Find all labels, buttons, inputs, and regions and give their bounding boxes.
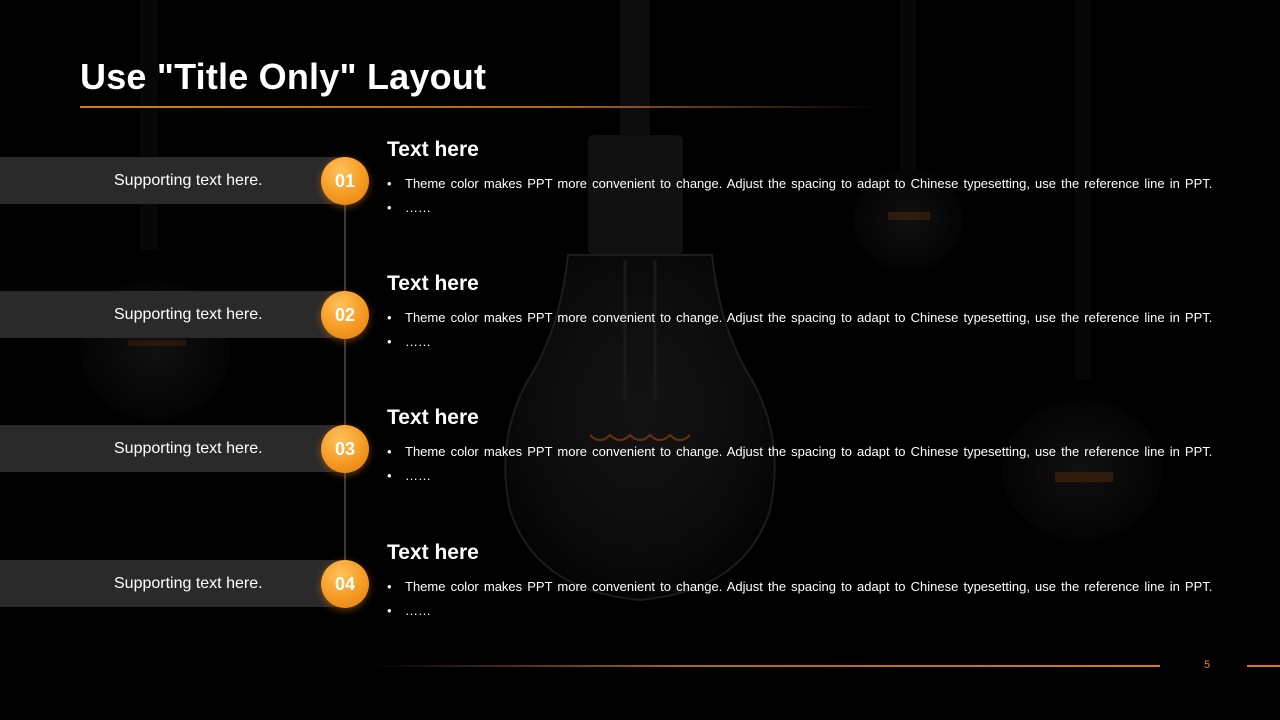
block-heading-4: Text here (387, 541, 479, 564)
bullet-list-4 (387, 575, 1247, 623)
supporting-text-3: Supporting text here. (114, 440, 263, 457)
bullet-item: • …… (387, 330, 1247, 354)
text-block-1 (387, 138, 1247, 220)
bullet-item: • …… (387, 196, 1247, 220)
supporting-text-1: Supporting text here. (114, 172, 263, 189)
number-badge-2: 02 (321, 291, 369, 339)
bullet-item: • Theme color makes PPT more convenient to change. Adjust the spacing to adapt to Chinese typesetting, use the reference line in PPT. (387, 306, 1247, 330)
bullet-item: • Theme color makes PPT more convenient to change. Adjust the spacing to adapt to Chinese typesetting, use the reference line in PPT. (387, 440, 1247, 464)
block-heading-3: Text here (387, 406, 479, 429)
number-badge-3: 03 (321, 425, 369, 473)
title-underline (80, 106, 880, 108)
slide-title: Use "Title Only" Layout (80, 56, 487, 97)
bullet-item: • …… (387, 464, 1247, 488)
footer-rule-end (1247, 665, 1280, 667)
block-heading-1: Text here (387, 138, 479, 161)
block-heading-2: Text here (387, 272, 479, 295)
bullet-list-2 (387, 306, 1247, 354)
text-block-3 (387, 406, 1247, 488)
page-number: 5 (1203, 659, 1211, 671)
timeline-connector (344, 180, 346, 583)
supporting-band-4 (0, 560, 345, 607)
footer-rule (370, 665, 1160, 667)
supporting-band-3 (0, 425, 345, 472)
bullet-item: • Theme color makes PPT more convenient to change. Adjust the spacing to adapt to Chinese typesetting, use the reference line in PPT. (387, 172, 1247, 196)
supporting-text-2: Supporting text here. (114, 306, 263, 323)
number-badge-4: 04 (321, 560, 369, 608)
bullet-item: • …… (387, 599, 1247, 623)
bullet-list-3 (387, 440, 1247, 488)
bullet-list-1 (387, 172, 1247, 220)
number-badge-1: 01 (321, 157, 369, 205)
supporting-band-1 (0, 157, 345, 204)
bullet-item: • Theme color makes PPT more convenient to change. Adjust the spacing to adapt to Chinese typesetting, use the reference line in PPT. (387, 575, 1247, 599)
text-block-4 (387, 541, 1247, 623)
text-block-2 (387, 272, 1247, 354)
supporting-text-4: Supporting text here. (114, 575, 263, 592)
supporting-band-2 (0, 291, 345, 338)
